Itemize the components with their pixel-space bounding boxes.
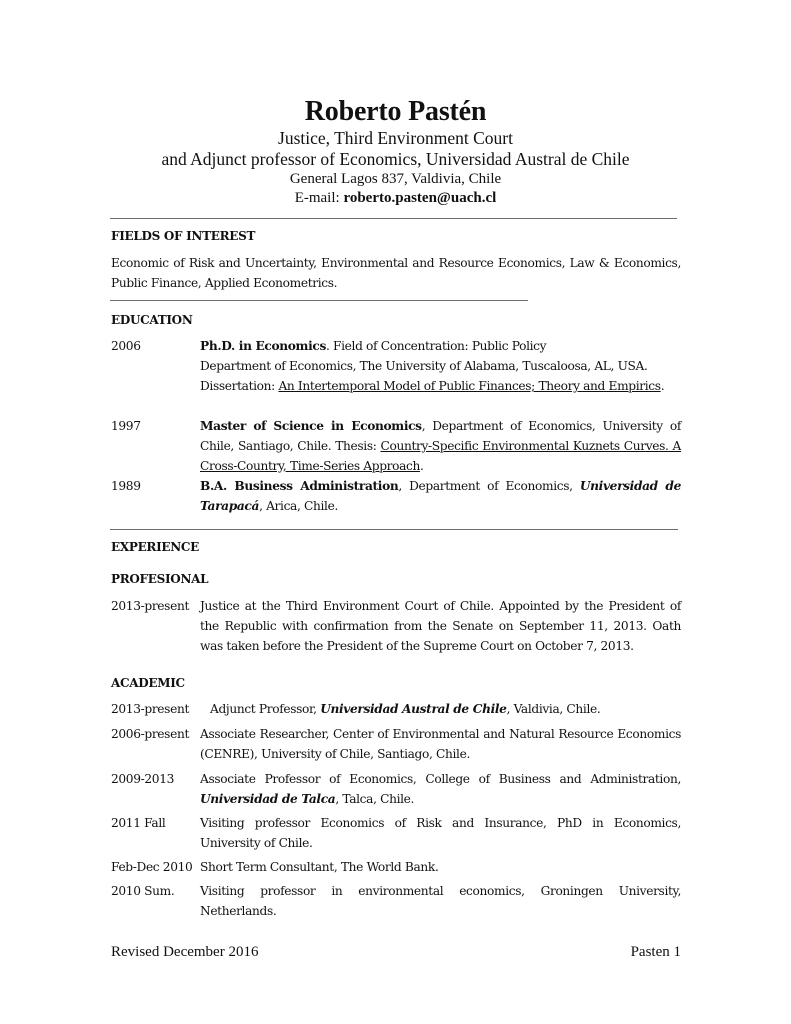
entry-text: Short Term Consultant, The World Bank. [200, 860, 439, 874]
entry-date: 2013-present [111, 599, 189, 613]
subsection-heading-professional: PROFESIONAL [111, 572, 209, 586]
entry-date: 2009-2013 [111, 772, 175, 786]
entry-line: Dissertation: An Intertemporal Model of Public Finances; Theory and Empirics. [200, 379, 665, 393]
degree: Ph.D. in Economics [200, 339, 326, 353]
education-entry [111, 336, 681, 396]
email-label: E-mail: [294, 190, 344, 206]
experience-entry [111, 813, 681, 853]
entry-date: 2011 Fall [111, 816, 166, 830]
person-name: Roberto Pastén [304, 96, 487, 127]
entry-text: Visiting professor in environmental economics, Groningen University, Netherlands. [200, 884, 681, 918]
footer-page-number: Pasten 1 [630, 944, 681, 960]
entry-date: 2006-present [111, 727, 189, 741]
entry-text: Associate Researcher, Center of Environmental and Natural Resource Economics (CENRE), University of Chile, Santiago, Chile. [200, 727, 681, 761]
position-line-1: Justice, Third Environment Court [278, 128, 513, 148]
experience-entry [111, 857, 681, 877]
footer-revised: Revised December 2016 [111, 944, 259, 960]
fields-of-interest-text: Economic of Risk and Uncertainty, Environmental and Resource Economics, Law & Economics, Public Finance, Applied Econometrics. [111, 256, 681, 290]
entry-line: Department of Economics, The University of Alabama, Tuscaloosa, AL, USA. [200, 359, 648, 373]
degree: B.A. Business Administration [200, 479, 399, 493]
divider [110, 529, 678, 530]
entry-date: Feb-Dec 2010 [111, 860, 193, 874]
experience-entry [111, 724, 681, 764]
entry-date: 1997 [111, 419, 141, 433]
institution: Universidad de Tarapacá [200, 479, 681, 513]
email-address[interactable]: roberto.pasten@uach.cl [343, 190, 497, 206]
entry-text: Visiting professor Economics of Risk and Insurance, PhD in Economics, University of Chile. [200, 816, 681, 850]
entry-date: 1989 [111, 479, 141, 493]
section-heading-fields-of-interest: FIELDS OF INTEREST [111, 229, 256, 243]
cv-header [0, 96, 791, 208]
dissertation-title: An Intertemporal Model of Public Finances; Theory and Empirics [278, 379, 661, 393]
entry-date: 2013-present [111, 702, 189, 716]
thesis-title: Country-Specific Environmental Kuznets Curves. A Cross-Country, Time-Series Approach [200, 439, 681, 473]
experience-entry [111, 881, 681, 921]
email-line [0, 189, 791, 208]
entry-line: Ph.D. in Economics. Field of Concentration: Public Policy [200, 339, 547, 353]
experience-entry: 2009-2013 Associate Professor of Economics, College of Business and Administration, Universidad de Talca, Talca, Chile. [111, 769, 681, 809]
education-entry: 1997 Master of Science in Economics, Department of Economics, University of Chile, Santiago, Chile. Thesis: Country-Specific Environmental Kuznets Curves. A Cross-Country, Time-Series Approach. [111, 416, 681, 476]
section-heading-experience: EXPERIENCE [111, 540, 200, 554]
subsection-heading-academic: ACADEMIC [111, 676, 185, 690]
experience-entry [111, 596, 681, 656]
institution: Universidad de Talca [200, 792, 336, 806]
divider [110, 218, 677, 219]
entry-text: Justice at the Third Environment Court of Chile. Appointed by the President of the Republic with confirmation from the Senate on September 11, 2013. Oath was taken before the President of the Supreme Court on October 7, 2013. [200, 599, 681, 653]
degree: Master of Science in Economics [200, 419, 422, 433]
address: General Lagos 837, Valdivia, Chile [289, 171, 502, 187]
education-entry: 1989 B.A. Business Administration, Department of Economics, Universidad de Tarapacá, Arica, Chile. [111, 476, 681, 516]
experience-entry: 2013-present Adjunct Professor, Universidad Austral de Chile, Valdivia, Chile. [111, 699, 681, 719]
section-heading-education: EDUCATION [111, 313, 193, 327]
position-line-2: and Adjunct professor of Economics, Universidad Austral de Chile [161, 149, 630, 169]
institution: Universidad Austral de Chile [320, 702, 507, 716]
entry-date: 2010 Sum. [111, 884, 175, 898]
entry-date: 2006 [111, 339, 141, 353]
divider [110, 300, 528, 301]
